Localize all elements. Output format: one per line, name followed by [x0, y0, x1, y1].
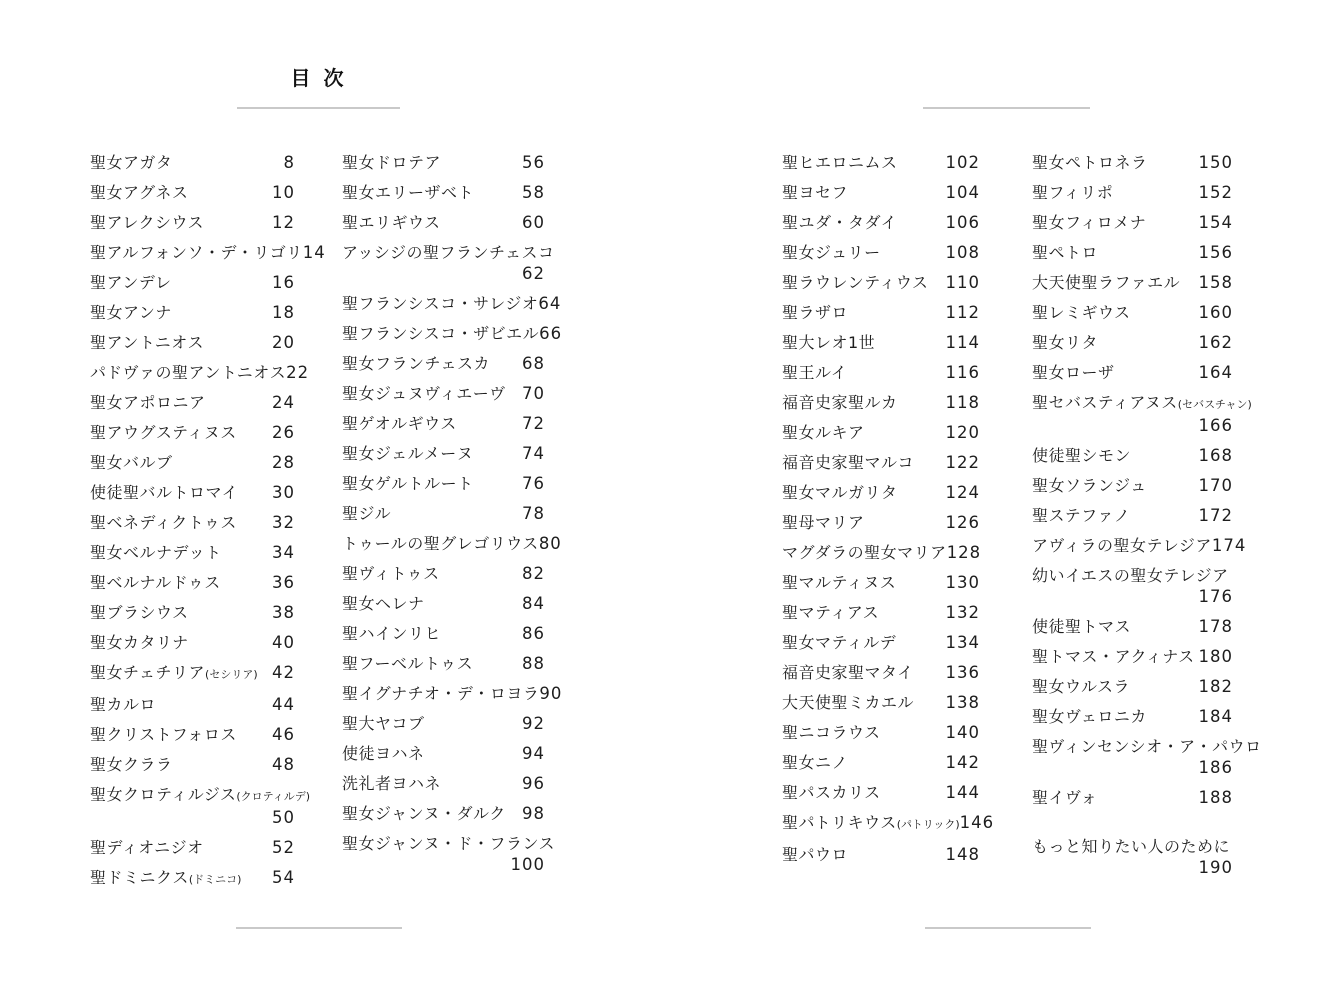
entry-page-number: 102 [945, 153, 980, 172]
entry-title: 聖アレクシウス [90, 213, 205, 232]
entry-title: 福音史家聖ルカ [782, 393, 898, 412]
toc-entry [342, 152, 545, 173]
entry-page-number: 80 [538, 534, 562, 553]
entry-title: 聖ヴィトゥス [342, 564, 440, 583]
toc-entry [782, 662, 980, 683]
entry-page-number: 190 [1198, 858, 1233, 877]
entry-page-number: 86 [522, 624, 545, 643]
entry-page-number: 62 [522, 264, 545, 283]
toc-entry [342, 473, 545, 494]
entry-page-number: 56 [522, 153, 545, 172]
entry-title: 聖アルフォンソ・デ・リゴリ [90, 243, 303, 262]
entry-page-number: 20 [272, 333, 295, 352]
toc-entry [1032, 212, 1233, 233]
entry-page-number: 18 [272, 303, 295, 322]
entry-page-number: 106 [945, 213, 980, 232]
entry-page-number: 100 [510, 855, 545, 874]
entry-title: 聖女ニノ [782, 753, 849, 772]
entry-title: 聖母マリア [782, 513, 865, 532]
entry-title: 聖女ペトロネラ [1032, 153, 1148, 172]
toc-entry [1032, 616, 1233, 637]
entry-title: もっと知りたい人のために [1032, 837, 1231, 856]
entry-title: 聖女ジュリー [782, 243, 881, 262]
entry-title: 聖ラザロ [782, 303, 849, 322]
entry-title: 聖ディオニジオ [90, 838, 204, 857]
bottom-rule-right-page [925, 927, 1091, 929]
entry-page-number: 152 [1198, 183, 1233, 202]
entry-page-number: 74 [522, 444, 545, 463]
entry-page-number: 122 [945, 453, 980, 472]
entry-title: 聖ヨセフ [782, 183, 849, 202]
toc-entry [90, 362, 310, 383]
entry-title: 聖マティアス [782, 603, 880, 622]
toc-entry [782, 392, 980, 413]
entry-title: 洗礼者ヨハネ [342, 774, 442, 793]
toc-entry [782, 812, 995, 835]
toc-entry [782, 212, 980, 233]
entry-page-number: 170 [1198, 476, 1233, 495]
toc-entry [342, 773, 545, 794]
entry-page-number: 188 [1198, 788, 1233, 807]
toc-entry [342, 593, 545, 614]
entry-title: 聖ブラシウス [90, 603, 189, 622]
entry-title: 聖ペトロ [1032, 243, 1099, 262]
entry-title: 聖パスカリス [782, 783, 881, 802]
toc-entry [1032, 392, 1252, 436]
toc-entry [90, 602, 295, 623]
entry-title: 聖女ジェルメーヌ [342, 444, 474, 463]
entry-title: トゥールの聖グレゴリウス [342, 534, 539, 553]
toc-entry [1032, 272, 1233, 293]
entry-title: 聖ヴィンセンシオ・ア・パウロ [1032, 737, 1262, 756]
toc-entry [782, 572, 980, 593]
entry-title: 聖女チェチリア(セシリア) [90, 663, 258, 682]
entry-note: (セバスチャン) [1177, 398, 1252, 411]
entry-page-number: 36 [272, 573, 295, 592]
entry-page-number: 42 [272, 663, 295, 682]
entry-page-number: 128 [946, 543, 982, 562]
toc-entry [90, 422, 295, 443]
toc-entry [90, 724, 295, 745]
entry-title: 聖アウグスティヌス [90, 423, 237, 442]
entry-title: 使徒聖バルトロマイ [90, 483, 239, 502]
toc-entry [90, 694, 295, 715]
entry-title: 聖フランシスコ・ザビエル [342, 324, 540, 343]
toc-entry [782, 844, 980, 865]
entry-page-number: 110 [945, 273, 980, 292]
entry-page-number: 10 [272, 183, 295, 202]
entry-page-number: 90 [539, 684, 563, 703]
toc-entry [1032, 676, 1233, 697]
toc-entry [90, 302, 295, 323]
toc-entry [342, 533, 562, 554]
entry-page-number: 30 [272, 483, 295, 502]
entry-title: 聖女クロティルジス(クロティルデ) [90, 785, 311, 804]
entry-page-number: 126 [945, 513, 980, 532]
entry-title: 聖女ゲルトルート [342, 474, 474, 493]
toc-entry [342, 353, 545, 374]
entry-page-number: 52 [272, 838, 295, 857]
toc-entry [782, 752, 980, 773]
toc-entry [90, 482, 295, 503]
entry-page-number: 84 [522, 594, 545, 613]
entry-page-number: 26 [272, 423, 295, 442]
toc-entry [342, 743, 545, 764]
entry-page-number: 72 [522, 414, 545, 433]
entry-page-number: 76 [522, 474, 545, 493]
toc-entry [1032, 736, 1262, 778]
entry-title: 聖フーベルトゥス [342, 654, 474, 673]
toc-entry [1032, 535, 1247, 556]
entry-page-number: 144 [945, 783, 980, 802]
toc-entry [342, 242, 555, 284]
toc-entry [342, 323, 563, 344]
entry-title: 聖ラウレンティウス [782, 273, 929, 292]
toc-entry [90, 867, 295, 890]
entry-page-number: 68 [522, 354, 545, 373]
toc-entry [90, 272, 295, 293]
entry-page-number: 88 [522, 654, 545, 673]
entry-note: (クロティルデ) [236, 790, 311, 803]
entry-page-number: 64 [538, 294, 562, 313]
entry-title: 聖パウロ [782, 845, 849, 864]
entry-title: 聖女アンナ [90, 303, 172, 322]
entry-page-number: 22 [286, 363, 310, 382]
toc-entry [782, 452, 980, 473]
entry-page-number: 98 [522, 804, 545, 823]
entry-title: 聖女マルガリタ [782, 483, 898, 502]
entry-title: 使徒ヨハネ [342, 744, 425, 763]
page-title: 目 次 [290, 66, 347, 90]
entry-page-number: 134 [945, 633, 980, 652]
entry-title: 聖女バルブ [90, 453, 173, 472]
entry-page-number: 150 [1198, 153, 1233, 172]
entry-title: 聖女アポロニア [90, 393, 206, 412]
toc-entry [782, 302, 980, 323]
entry-page-number: 180 [1198, 647, 1233, 666]
entry-page-number: 48 [272, 755, 295, 774]
toc-entry [90, 837, 295, 858]
toc-entry [782, 242, 980, 263]
top-rule-right-page [923, 107, 1090, 109]
entry-title: 聖マルティヌス [782, 573, 897, 592]
entry-title: 大天使聖ラファエル [1032, 273, 1181, 292]
entry-page-number: 160 [1198, 303, 1233, 322]
toc-entry [90, 242, 326, 263]
toc-entry [1032, 787, 1233, 808]
toc-entry [1032, 242, 1233, 263]
entry-page-number: 116 [945, 363, 980, 382]
entry-page-number: 178 [1198, 617, 1233, 636]
entry-title: 聖女ルキア [782, 423, 865, 442]
entry-title: 聖女ウルスラ [1032, 677, 1131, 696]
entry-title: 聖トマス・アクィナス [1032, 647, 1195, 666]
entry-title: 聖フィリポ [1032, 183, 1114, 202]
entry-title: マグダラの聖女マリア [782, 543, 947, 562]
entry-title: 聖女クララ [90, 755, 173, 774]
entry-page-number: 184 [1198, 707, 1233, 726]
toc-entry [1032, 445, 1233, 466]
toc-entry [782, 152, 980, 173]
entry-title: パドヴァの聖アントニオス [90, 363, 287, 382]
entry-title: 聖アントニオス [90, 333, 205, 352]
entry-title: 大天使聖ミカエル [782, 693, 915, 712]
entry-title: 聖王ルイ [782, 363, 848, 382]
entry-page-number: 112 [945, 303, 980, 322]
toc-entry [782, 182, 980, 203]
entry-title: 聖女マティルデ [782, 633, 897, 652]
entry-title: 聖女ジャンヌ・ド・フランス [342, 834, 556, 853]
toc-entry [90, 542, 295, 563]
entry-page-number: 118 [945, 393, 980, 412]
entry-page-number: 186 [1198, 758, 1233, 777]
toc-entry [1032, 565, 1233, 607]
toc-entry [342, 683, 563, 704]
entry-page-number: 140 [945, 723, 980, 742]
entry-page-number: 156 [1198, 243, 1233, 262]
entry-title: 聖ベネディクトゥス [90, 513, 237, 532]
toc-entry [342, 713, 545, 734]
entry-page-number: 54 [272, 868, 295, 887]
entry-note: (ドミニコ) [188, 873, 242, 886]
entry-page-number: 136 [945, 663, 980, 682]
toc-entry [1032, 475, 1233, 496]
toc-entry [90, 754, 295, 775]
entry-title: 聖レミギウス [1032, 303, 1131, 322]
toc-entry [342, 293, 562, 314]
toc-entry [782, 362, 980, 383]
entry-page-number: 168 [1198, 446, 1233, 465]
toc-column-3 [782, 152, 995, 874]
entry-title: 聖女カタリナ [90, 633, 189, 652]
toc-entry [1032, 706, 1233, 727]
entry-page-number: 50 [272, 808, 295, 827]
entry-page-number: 40 [272, 633, 295, 652]
entry-page-number: 14 [302, 243, 326, 262]
entry-title: 聖ベルナルドゥス [90, 573, 221, 592]
entry-title: 聖クリストフォロス [90, 725, 237, 744]
entry-title: 聖フランシスコ・サレジオ [342, 294, 539, 313]
entry-page-number: 38 [272, 603, 295, 622]
entry-title: 福音史家聖マタイ [782, 663, 914, 682]
entry-title: 聖ステファノ [1032, 506, 1131, 525]
toc-entry [1032, 152, 1233, 173]
entry-title: アッシジの聖フランチェスコ [342, 243, 555, 262]
toc-entry [782, 542, 980, 563]
entry-title: 聖大レオ1世 [782, 333, 876, 352]
entry-page-number: 164 [1198, 363, 1233, 382]
entry-title: 聖女ベルナデット [90, 543, 222, 562]
entry-page-number: 58 [522, 183, 545, 202]
entry-page-number: 174 [1211, 536, 1247, 555]
entry-page-number: 120 [945, 423, 980, 442]
entry-page-number: 132 [945, 603, 980, 622]
entry-page-number: 34 [272, 543, 295, 562]
toc-entry [342, 182, 545, 203]
entry-page-number: 130 [945, 573, 980, 592]
entry-note: (セシリア) [205, 668, 258, 681]
entry-page-number: 78 [522, 504, 545, 523]
toc-entry [1032, 646, 1233, 667]
toc-entry [1032, 302, 1233, 323]
toc-entry [90, 212, 295, 233]
toc-entry [342, 563, 545, 584]
entry-page-number: 154 [1198, 213, 1233, 232]
toc-entry [342, 212, 545, 233]
toc-entry [342, 503, 545, 524]
entry-page-number: 148 [945, 845, 980, 864]
toc-entry [90, 152, 295, 173]
entry-title: 聖カルロ [90, 695, 157, 714]
toc-entry [90, 332, 295, 353]
entry-title: 使徒聖トマス [1032, 617, 1132, 636]
toc-entry [782, 722, 980, 743]
entry-title: 聖女ドロテア [342, 153, 442, 172]
entry-title: 聖セバスティアヌス(セバスチャン) [1032, 393, 1252, 412]
entry-title: 聖女ジャンヌ・ダルク [342, 804, 506, 823]
toc-entry [782, 332, 980, 353]
toc-entry [90, 784, 311, 828]
entry-title: 聖イヴォ [1032, 788, 1098, 807]
entry-page-number: 82 [522, 564, 545, 583]
toc-entry [90, 182, 295, 203]
toc-entry [782, 602, 980, 623]
toc-entry [90, 512, 295, 533]
entry-title: 聖アンデレ [90, 273, 172, 292]
toc-entry [90, 662, 295, 685]
entry-page-number: 44 [272, 695, 295, 714]
entry-page-number: 16 [272, 273, 295, 292]
entry-title: 聖ドミニクス(ドミニコ) [90, 868, 242, 887]
toc-entry [90, 452, 295, 473]
toc-column-1 [90, 152, 326, 899]
toc-entry [1032, 332, 1233, 353]
entry-title: 聖ゲオルギウス [342, 414, 457, 433]
entry-page-number: 166 [1198, 416, 1233, 435]
toc-column-4 [1032, 152, 1262, 887]
entry-title: 聖女リタ [1032, 333, 1099, 352]
entry-title: 聖女エリーザベト [342, 183, 475, 202]
bottom-rule-left-page [236, 927, 402, 929]
entry-title: 聖パトリキウス(パトリック) [782, 813, 960, 832]
entry-page-number: 138 [945, 693, 980, 712]
entry-page-number: 142 [945, 753, 980, 772]
toc-entry [90, 632, 295, 653]
entry-page-number: 28 [272, 453, 295, 472]
top-rule-left-page [237, 107, 400, 109]
toc-entry [342, 623, 545, 644]
entry-page-number: 66 [539, 324, 563, 343]
entry-page-number: 70 [522, 384, 545, 403]
entry-page-number: 162 [1198, 333, 1233, 352]
entry-note: (パトリック) [896, 818, 960, 831]
entry-page-number: 176 [1198, 587, 1233, 606]
toc-entry [342, 803, 545, 824]
entry-page-number: 94 [522, 744, 545, 763]
toc-entry [782, 632, 980, 653]
toc-entry [1032, 505, 1233, 526]
toc-column-2 [342, 152, 563, 884]
entry-title: 聖ニコラウス [782, 723, 881, 742]
toc-entry [90, 392, 295, 413]
toc-entry [1032, 362, 1233, 383]
entry-page-number: 24 [272, 393, 295, 412]
entry-page-number: 108 [945, 243, 980, 262]
toc-entry [342, 653, 545, 674]
entry-title: 聖女フランチェスカ [342, 354, 491, 373]
entry-page-number: 32 [272, 513, 295, 532]
toc-entry [90, 572, 295, 593]
entry-page-number: 182 [1198, 677, 1233, 696]
entry-title: 使徒聖シモン [1032, 446, 1132, 465]
entry-page-number: 92 [522, 714, 545, 733]
entry-page-number: 104 [945, 183, 980, 202]
toc-entry [782, 512, 980, 533]
entry-page-number: 60 [522, 213, 545, 232]
entry-title: 聖女ヴェロニカ [1032, 707, 1147, 726]
entry-page-number: 96 [522, 774, 545, 793]
entry-title: 聖女ソランジュ [1032, 476, 1147, 495]
entry-title: 聖女アグネス [90, 183, 189, 202]
entry-title: アヴィラの聖女テレジア [1032, 536, 1212, 555]
toc-entry [342, 383, 545, 404]
toc-entry [782, 482, 980, 503]
entry-title: 聖ヒエロニムス [782, 153, 898, 172]
toc-entry [782, 782, 980, 803]
entry-title: 聖ユダ・タダイ [782, 213, 898, 232]
entry-page-number: 46 [272, 725, 295, 744]
entry-page-number: 158 [1198, 273, 1233, 292]
entry-page-number: 12 [272, 213, 295, 232]
entry-title: 聖ハインリヒ [342, 624, 442, 643]
entry-page-number: 114 [945, 333, 980, 352]
entry-page-number: 124 [945, 483, 980, 502]
toc-entry [782, 272, 980, 293]
entry-title: 聖大ヤコブ [342, 714, 425, 733]
toc-entry [782, 422, 980, 443]
toc-entry [342, 413, 545, 434]
entry-title: 聖女アガタ [90, 153, 173, 172]
toc-entry [342, 833, 556, 875]
toc-entry [342, 443, 545, 464]
entry-title: 聖イグナチオ・デ・ロヨラ [342, 684, 540, 703]
entry-title: 幼いイエスの聖女テレジア [1032, 566, 1229, 585]
entry-page-number: 8 [283, 153, 295, 172]
entry-title: 聖エリギウス [342, 213, 441, 232]
entry-title: 聖女ヘレナ [342, 594, 425, 613]
toc-entry [1032, 836, 1233, 878]
toc-entry [782, 692, 980, 713]
entry-title: 聖女フィロメナ [1032, 213, 1147, 232]
entry-title: 福音史家聖マルコ [782, 453, 915, 472]
entry-page-number: 172 [1198, 506, 1233, 525]
entry-title: 聖女ジュヌヴィエーヴ [342, 384, 506, 403]
entry-page-number: 146 [959, 813, 995, 832]
toc-entry [1032, 182, 1233, 203]
entry-title: 聖女ローザ [1032, 363, 1115, 382]
entry-title: 聖ジル [342, 504, 392, 523]
